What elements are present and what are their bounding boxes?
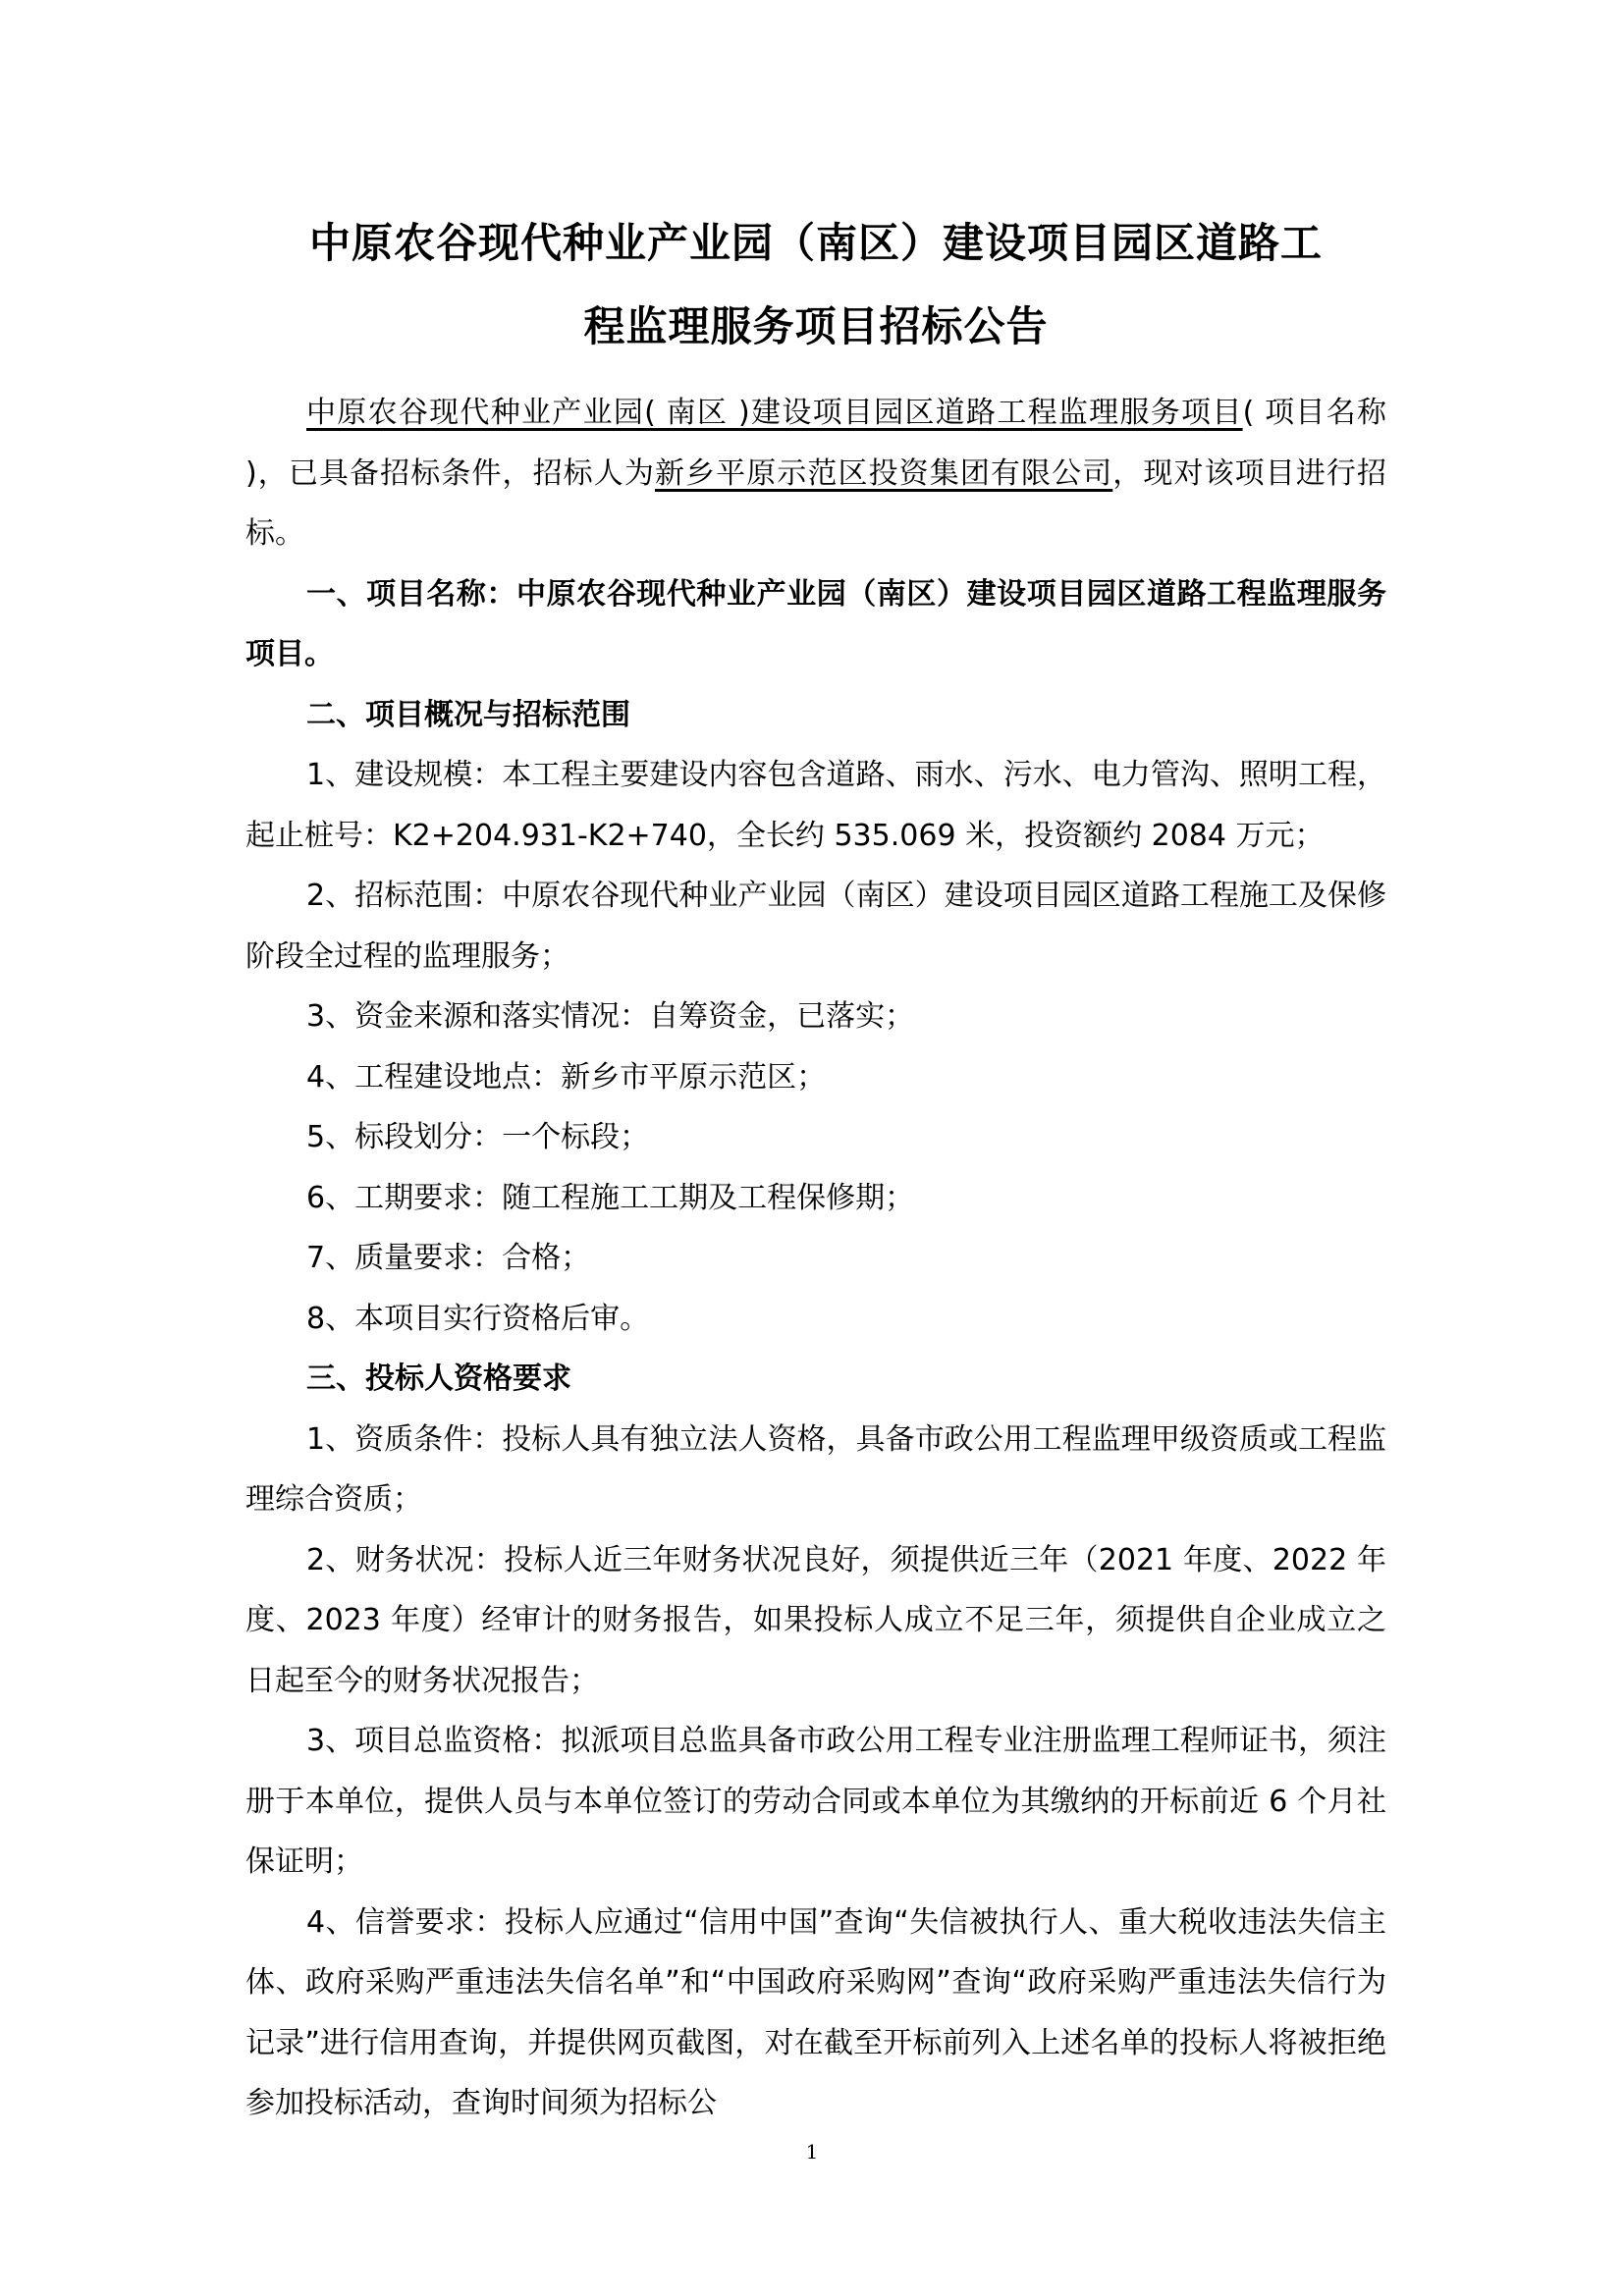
section-2-item: 8、本项目实行资格后审。 bbox=[306, 1301, 650, 1336]
section-3-item: 1、资质条件：投标人具有独立法人资格，具备市政公用工程监理甲级资质或工程监理综合资质； bbox=[245, 1421, 1386, 1517]
document-body bbox=[245, 383, 1386, 2134]
project-name-underlined: 中原农谷现代种业产业园( 南区 )建设项目园区道路工程监理服务项目 bbox=[306, 396, 1243, 430]
section-2-item: 6、工期要求：随工程施工工期及工程保修期； bbox=[306, 1180, 915, 1215]
document-title-line-1: 中原农谷现代种业产业园（南区）建设项目园区道路工 bbox=[308, 219, 1323, 267]
page-number: 1 bbox=[805, 2140, 819, 2163]
section-3-item: 2、财务状况：投标人近三年财务状况良好，须提供近三年（2021 年度、2022 年度、2023 年度）经审计的财务报告，如果投标人成立不足三年，须提供自企业成立之日起至今的财务状况报告； bbox=[245, 1542, 1386, 1698]
section-2-item: 1、建设规模：本工程主要建设内容包含道路、雨水、污水、电力管沟、照明工程，起止桩号：K2+204.931-K2+740，全长约 535.069 米，投资额约 2084 万元； bbox=[245, 758, 1386, 853]
section-1-heading: 一、项目名称：中原农谷现代种业产业园（南区）建设项目园区道路工程监理服务项目。 bbox=[245, 576, 1386, 671]
document-title-line-2: 程监理服务项目招标公告 bbox=[583, 302, 1049, 350]
section-2-heading: 二、项目概况与招标范围 bbox=[306, 697, 630, 732]
section-2-item: 7、质量要求：合格； bbox=[306, 1241, 591, 1275]
intro-text-1: ( 项目名称 )，已具备招标条件，招标人为 bbox=[245, 396, 1386, 491]
section-3-item: 3、项目总监资格：拟派项目总监具备市政公用工程专业注册监理工程师证书，须注册于本单位，提供人员与本单位签订的劳动合同或本单位为其缴纳的开标前近 6 个月社保证明； bbox=[245, 1724, 1386, 1879]
intro-text-2: ，现对该项目进行招标。 bbox=[245, 455, 1387, 551]
section-2-item: 3、资金来源和落实情况：自筹资金，已落实； bbox=[306, 999, 915, 1034]
tenderer-name-underlined: 新乡平原示范区投资集团有限公司 bbox=[654, 455, 1113, 491]
section-3-item: 4、信誉要求：投标人应通过“信用中国”查询“失信被执行人、重大税收违法失信主体、政府采购严重违法失信名单”和“中国政府采购网”查询“政府采购严重违法失信行为记录”进行信用查询，并提供网页截图，对在截至开标前列入上述名单的投标人将被拒绝参加投标活动，查询时间须为招标公 bbox=[245, 1904, 1386, 2120]
section-2-item: 4、工程建设地点：新乡市平原示范区； bbox=[306, 1059, 827, 1095]
section-3-heading: 三、投标人资格要求 bbox=[306, 1362, 571, 1396]
section-2-item: 5、标段划分：一个标段； bbox=[306, 1120, 650, 1154]
intro-paragraph bbox=[245, 383, 1386, 564]
section-2-item: 2、招标范围：中原农谷现代种业产业园（南区）建设项目园区道路工程施工及保修阶段全过程的监理服务； bbox=[245, 879, 1386, 974]
